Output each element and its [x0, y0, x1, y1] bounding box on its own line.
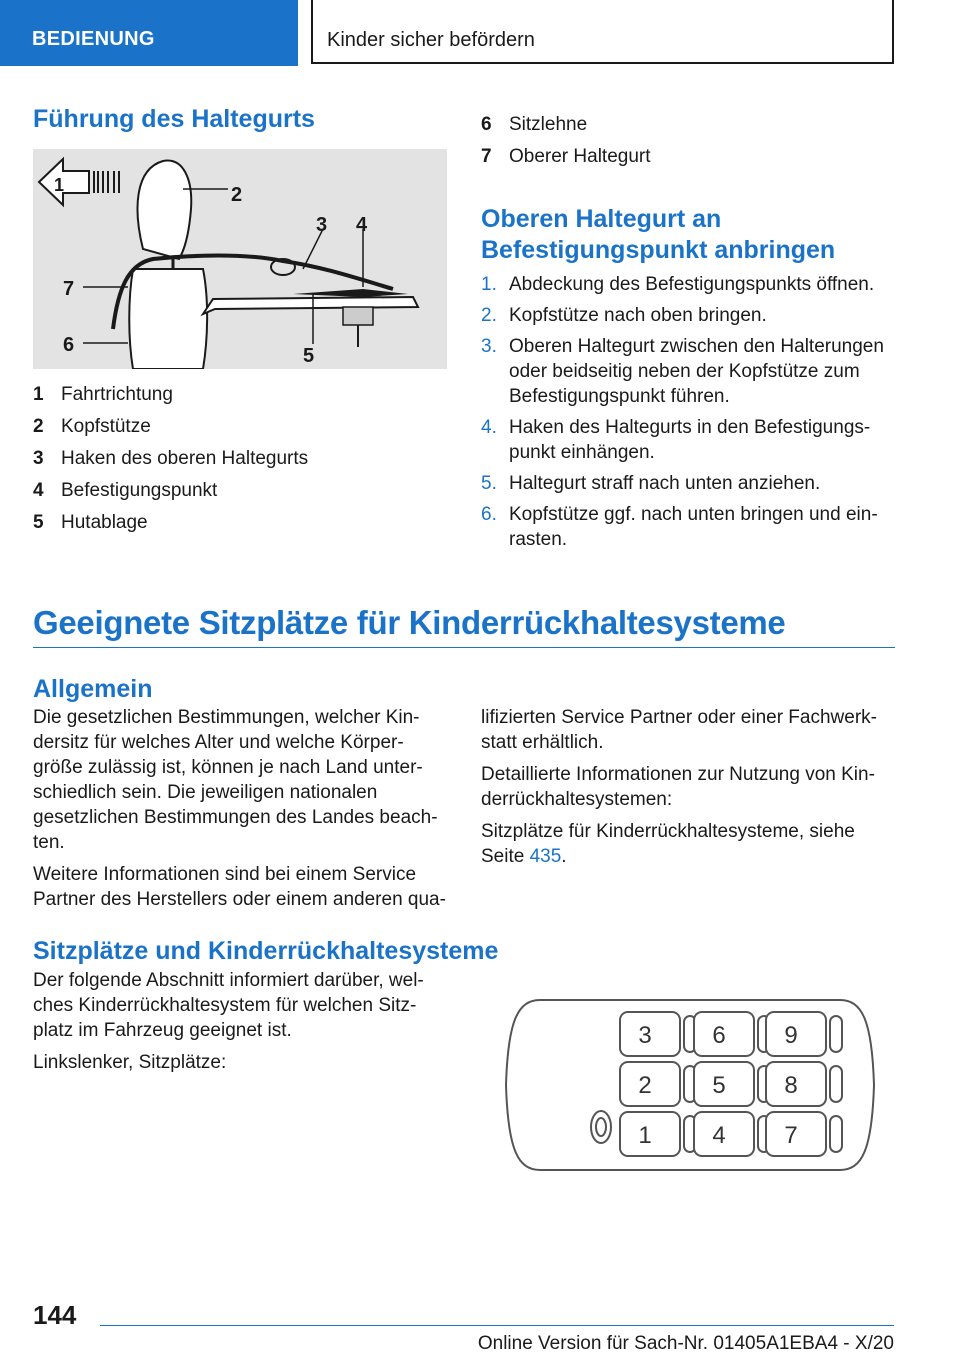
section-divider [33, 647, 895, 648]
seat-back-shape [129, 269, 207, 369]
seat-number: 1 [638, 1122, 652, 1149]
seat-number: 3 [638, 1022, 652, 1049]
attach-steps [481, 272, 893, 558]
paragraph: Weitere Informationen sind bei einem Service Partner des Herstellers oder einem anderen qua- [33, 864, 446, 910]
online-version-note: Online Version für Sach-Nr. 01405A1EBA4 - X/20 [477, 1333, 894, 1354]
paragraph: Detaillierte Informationen zur Nutzung von Kin-derrückhaltesystemen: [481, 764, 875, 810]
step-item: 5. Haltegurt straff nach unten anziehen. [481, 473, 821, 494]
chapter-title: Kinder sicher befördern [327, 29, 535, 51]
paragraph: Die gesetzlichen Bestimmungen, welcher Kin-dersitz für welches Alter und welche Körper-größe zulässig ist, können je nach Land unter-schiedlich sein. Die jeweiligen nationalen gesetzlichen Bestimmungen des Landes beach-ten. [33, 707, 438, 853]
chapter-header [311, 0, 894, 64]
callout-1: 1 [54, 175, 65, 195]
crs-text [33, 968, 447, 1082]
callout-3: 3 [316, 214, 328, 236]
callout-5: 5 [303, 345, 315, 367]
seat-number: 5 [712, 1072, 726, 1099]
step-item: 4. Haken des Haltegurts in den Befestigungs-punkt einhängen. [481, 417, 871, 463]
legend-item: 7 Oberer Haltegurt [481, 146, 651, 167]
section-label: BEDIENUNG [32, 28, 155, 50]
belt-section-title: Führung des Haltegurts [33, 105, 315, 133]
seat-number: 4 [712, 1122, 726, 1149]
legend-item: 4 Befestigungspunkt [33, 480, 218, 501]
seat-number: 8 [784, 1072, 798, 1099]
paragraph: Sitzplätze für Kinderrückhaltesysteme, siehe Seite 435. [481, 821, 855, 867]
page-number: 144 [33, 1300, 77, 1330]
seat-layout-diagram [500, 990, 880, 1180]
section-tab [0, 0, 298, 66]
steering-wheel-icon [591, 1111, 611, 1143]
page-reference-link[interactable]: 435 [529, 846, 562, 867]
belt-routing-figure [33, 149, 447, 369]
general-right-column [481, 705, 895, 876]
seat-number: 2 [638, 1072, 652, 1099]
callout-6: 6 [63, 334, 75, 356]
seat-number: 6 [712, 1022, 726, 1049]
seats-section-title: Geeignete Sitzplätze für Kinderrückhaltesysteme [33, 604, 786, 641]
step-item: 1. Abdeckung des Befestigungspunkts öffnen. [481, 274, 875, 295]
general-section-title: Allgemein [33, 675, 153, 703]
seat-layout-figure [500, 990, 880, 1180]
legend-item: 5 Hutablage [33, 512, 148, 533]
general-left-column [33, 705, 447, 919]
seat-number: 9 [784, 1022, 798, 1049]
seat-number: 7 [784, 1122, 798, 1149]
step-item: 3. Oberen Haltegurt zwischen den Halterungen oder beidseitig neben der Kopfstütze zum Befestigungspunkt führen. [481, 336, 884, 407]
belt-legend-right [481, 114, 895, 178]
legend-item: 2 Kopfstütze [33, 416, 151, 437]
callout-4: 4 [356, 214, 368, 236]
footer-divider [100, 1325, 894, 1326]
step-item: 2. Kopfstütze nach oben bringen. [481, 305, 767, 326]
paragraph: Linkslenker, Sitzplätze: [33, 1052, 227, 1073]
attach-section-title: Oberen Haltegurt an Befestigungspunkt anbringen [481, 205, 836, 264]
legend-item: 6 Sitzlehne [481, 114, 588, 135]
parcel-shelf-shape [203, 297, 418, 314]
paragraph: Der folgende Abschnitt informiert darüber, wel-ches Kinderrückhaltesystem für welchen Sitz-platz im Fahrzeug geeignet ist. [33, 970, 424, 1041]
step-item: 6. Kopfstütze ggf. nach unten bringen und ein-rasten. [481, 504, 878, 550]
belt-routing-illustration [33, 149, 447, 369]
legend-item: 3 Haken des oberen Haltegurts [33, 448, 309, 469]
legend-item: 1 Fahrtrichtung [33, 384, 173, 405]
crs-section-title: Sitzplätze und Kinderrückhaltesysteme [33, 937, 499, 965]
paragraph: lifizierten Service Partner oder einer Fachwerk-statt erhältlich. [481, 707, 877, 753]
callout-2: 2 [231, 184, 243, 206]
callout-7: 7 [63, 278, 75, 300]
headrest-shape [138, 161, 192, 259]
belt-legend-left [33, 384, 443, 544]
